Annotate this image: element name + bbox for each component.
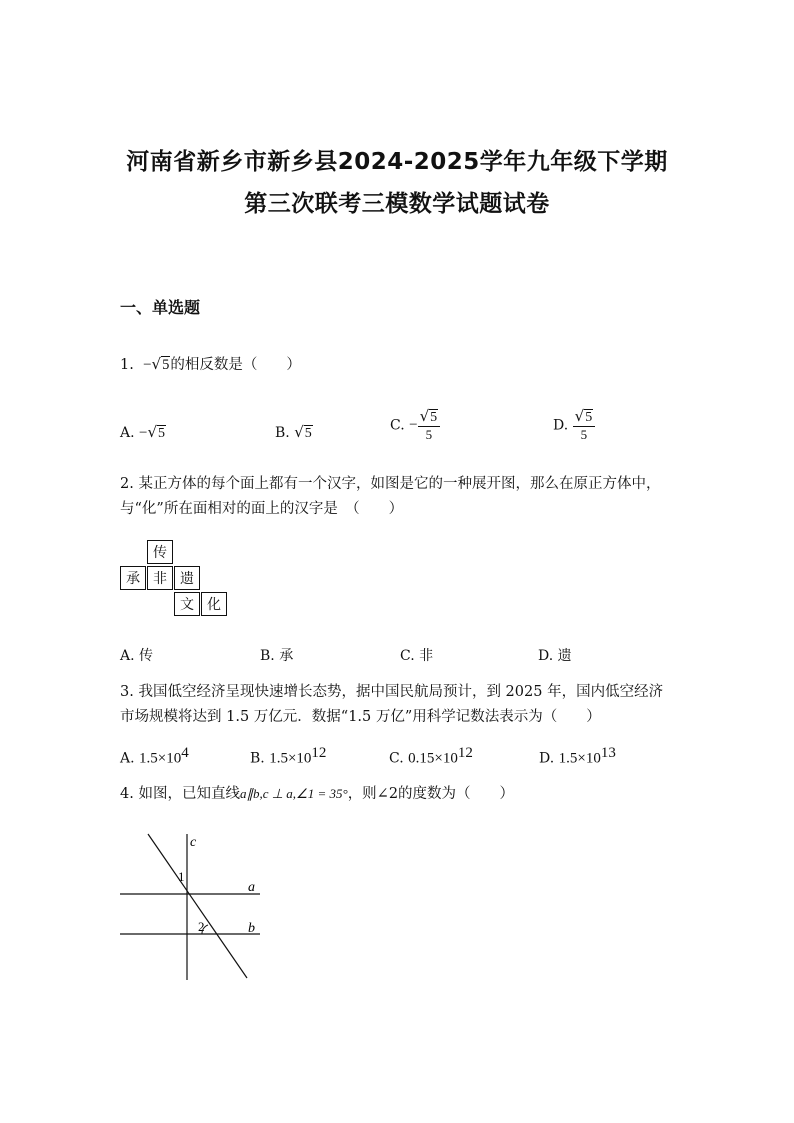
q2-option-a[interactable]: A. 传 <box>120 648 154 664</box>
question-3 <box>120 680 676 730</box>
question-number: 3. <box>120 684 134 700</box>
q1-option-b[interactable]: B. √5 <box>275 423 312 441</box>
question-2 <box>120 472 676 522</box>
q2-option-b[interactable]: B. 承 <box>260 648 294 664</box>
net-cell: 承 <box>120 566 146 590</box>
condition-math: a∥b,c ⊥ a,∠1 = 35° <box>239 786 348 801</box>
question-4 <box>120 781 676 807</box>
question-number: 4. <box>120 786 134 802</box>
label-b: b <box>248 921 255 936</box>
angle-1-label: 1 <box>178 869 185 884</box>
question-text: 的相反数是（ ） <box>170 357 301 373</box>
net-cell: 文 <box>174 592 200 616</box>
transversal-line <box>148 834 247 978</box>
net-cell: 传 <box>147 540 173 564</box>
page-title-line-2: 第三次联考三模数学试题试卷 <box>244 191 550 217</box>
question-number: 2. <box>120 476 134 492</box>
question-text-end: ，则∠2的度数为（ ） <box>347 786 515 802</box>
question-1 <box>120 352 676 378</box>
label-c: c <box>190 835 197 850</box>
parallel-lines-figure <box>110 828 310 988</box>
net-cell: 化 <box>201 592 227 616</box>
q1-option-d[interactable]: D. $\frac{√5}{5}$ <box>553 408 595 443</box>
question-text: 如图，已知直线 <box>138 786 240 802</box>
sqrt-expression: √5 <box>151 355 170 373</box>
net-cell: 遗 <box>174 566 200 590</box>
question-text: 我国低空经济呈现快速增长态势，据中国民航局预计，到 2025 年，国内低空经济市场规模将达到 1.5 万亿元．数据“1.5 万亿”用科学记数法表示为（ ） <box>120 684 664 725</box>
net-cell: 非 <box>147 566 173 590</box>
section-heading: 一、单选题 <box>120 298 201 317</box>
label-a: a <box>248 880 255 895</box>
q1-option-c[interactable]: C. − $\frac{√5}{5}$ <box>390 408 440 443</box>
question-number: 1. <box>120 357 134 373</box>
page-title-line-1: 河南省新乡市新乡县2024-2025学年九年级下学期 <box>126 149 668 175</box>
q3-option-b[interactable]: B. $1.5\times 10^{12}$ <box>250 745 327 767</box>
q3-option-c[interactable]: C. $0.15\times 10^{12}$ <box>389 745 473 767</box>
q3-option-a[interactable]: A. $1.5\times 10^4$ <box>120 745 189 767</box>
question-text: 某正方体的每个面上都有一个汉字，如图是它的一种展开图，那么在原正方体中，与“化”所在面相对的面上的汉字是 （ ） <box>120 476 661 517</box>
q1-option-a[interactable]: A. −√5 <box>120 423 166 441</box>
q2-option-d[interactable]: D. 遗 <box>538 648 572 664</box>
q3-option-d[interactable]: D. $1.5\times 10^{13}$ <box>539 745 616 767</box>
angle-2-label: 2 <box>198 919 205 934</box>
q1-neg-sign: − <box>143 357 152 373</box>
q2-option-c[interactable]: C. 非 <box>400 648 434 664</box>
